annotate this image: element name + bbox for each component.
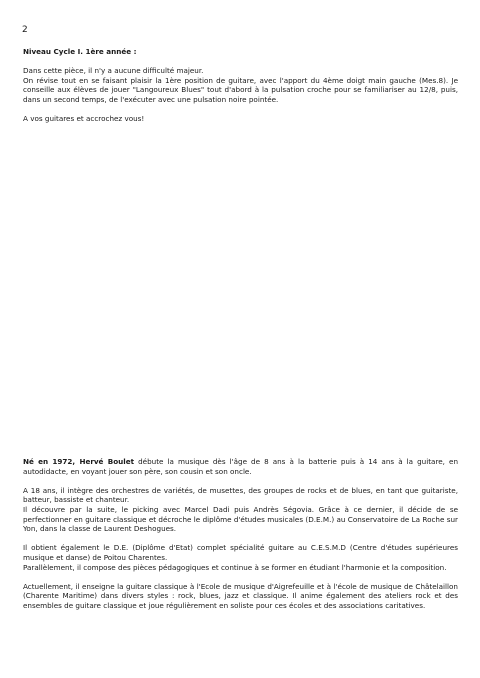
intro-paragraph: On révise tout en se faisant plaisir la 1ère position de guitare, avec l'apport du 4ème doigt main gauche (Mes.8). Je conseille aux élèves de jouer "Langoureux Blues" tout d'abord à la pulsation croche pour se familiariser au 12/8, puis, dans un second temps, de l'exécuter avec une pulsation noire pointée. bbox=[23, 75, 458, 104]
bio-paragraph: Il obtient également le D.E. (Diplôme d'Etat) complet spécialité guitare au C.E.S.M.D (Centre d'études supérieures musique et danse) de Poitou Charentes. bbox=[23, 543, 458, 562]
bio-paragraph bbox=[23, 457, 458, 476]
bio-lead: Né en 1972, Hervé Boulet bbox=[23, 457, 135, 466]
bio-lead-rest: débute la musique dès l'âge de 8 ans à la batterie puis à 14 ans à la guitare, en autodidacte, en voyant jouer son père, son cousin et son oncle. bbox=[23, 457, 458, 476]
intro-section bbox=[23, 47, 458, 124]
bio-section bbox=[23, 457, 458, 611]
bio-paragraph: Parallèlement, il compose des pièces pédagogiques et continue à se former en étudiant l'harmonie et la composition. bbox=[23, 562, 447, 572]
level-title: Niveau Cycle I. 1ère année : bbox=[23, 47, 137, 56]
page-number: 2 bbox=[22, 25, 28, 35]
bio-paragraph: Actuellement, il enseigne la guitare classique à l'Ecole de musique d'Aigrefeuille et à l'école de musique de Châtelaillon (Charente Maritime) dans divers styles : rock, blues, jazz et classique. Il anime également des ateliers rock et des ensembles de guitare classique et joue régulièrement en soliste pour ces écoles et des associations caritatives. bbox=[23, 581, 458, 610]
bio-paragraph: A 18 ans, il intègre des orchestres de variétés, de musettes, des groupes de rocks et de blues, en tant que guitariste, batteur, bassiste et chanteur. bbox=[23, 485, 458, 505]
intro-paragraph: Dans cette pièce, il n'y a aucune difficulté majeur. bbox=[23, 66, 204, 76]
bio-paragraph: Il découvre par la suite, le picking avec Marcel Dadi puis Andrès Ségovia. Grâce à ce dernier, il décide de se perfectionner en guitare classique et décroche le diplôme d'études musicales (D.E.M.) au Conservatoire de La Roche sur Yon, dans la classe de Laurent Deshogues. bbox=[23, 504, 458, 534]
intro-paragraph: A vos guitares et accrochez vous! bbox=[23, 114, 145, 124]
